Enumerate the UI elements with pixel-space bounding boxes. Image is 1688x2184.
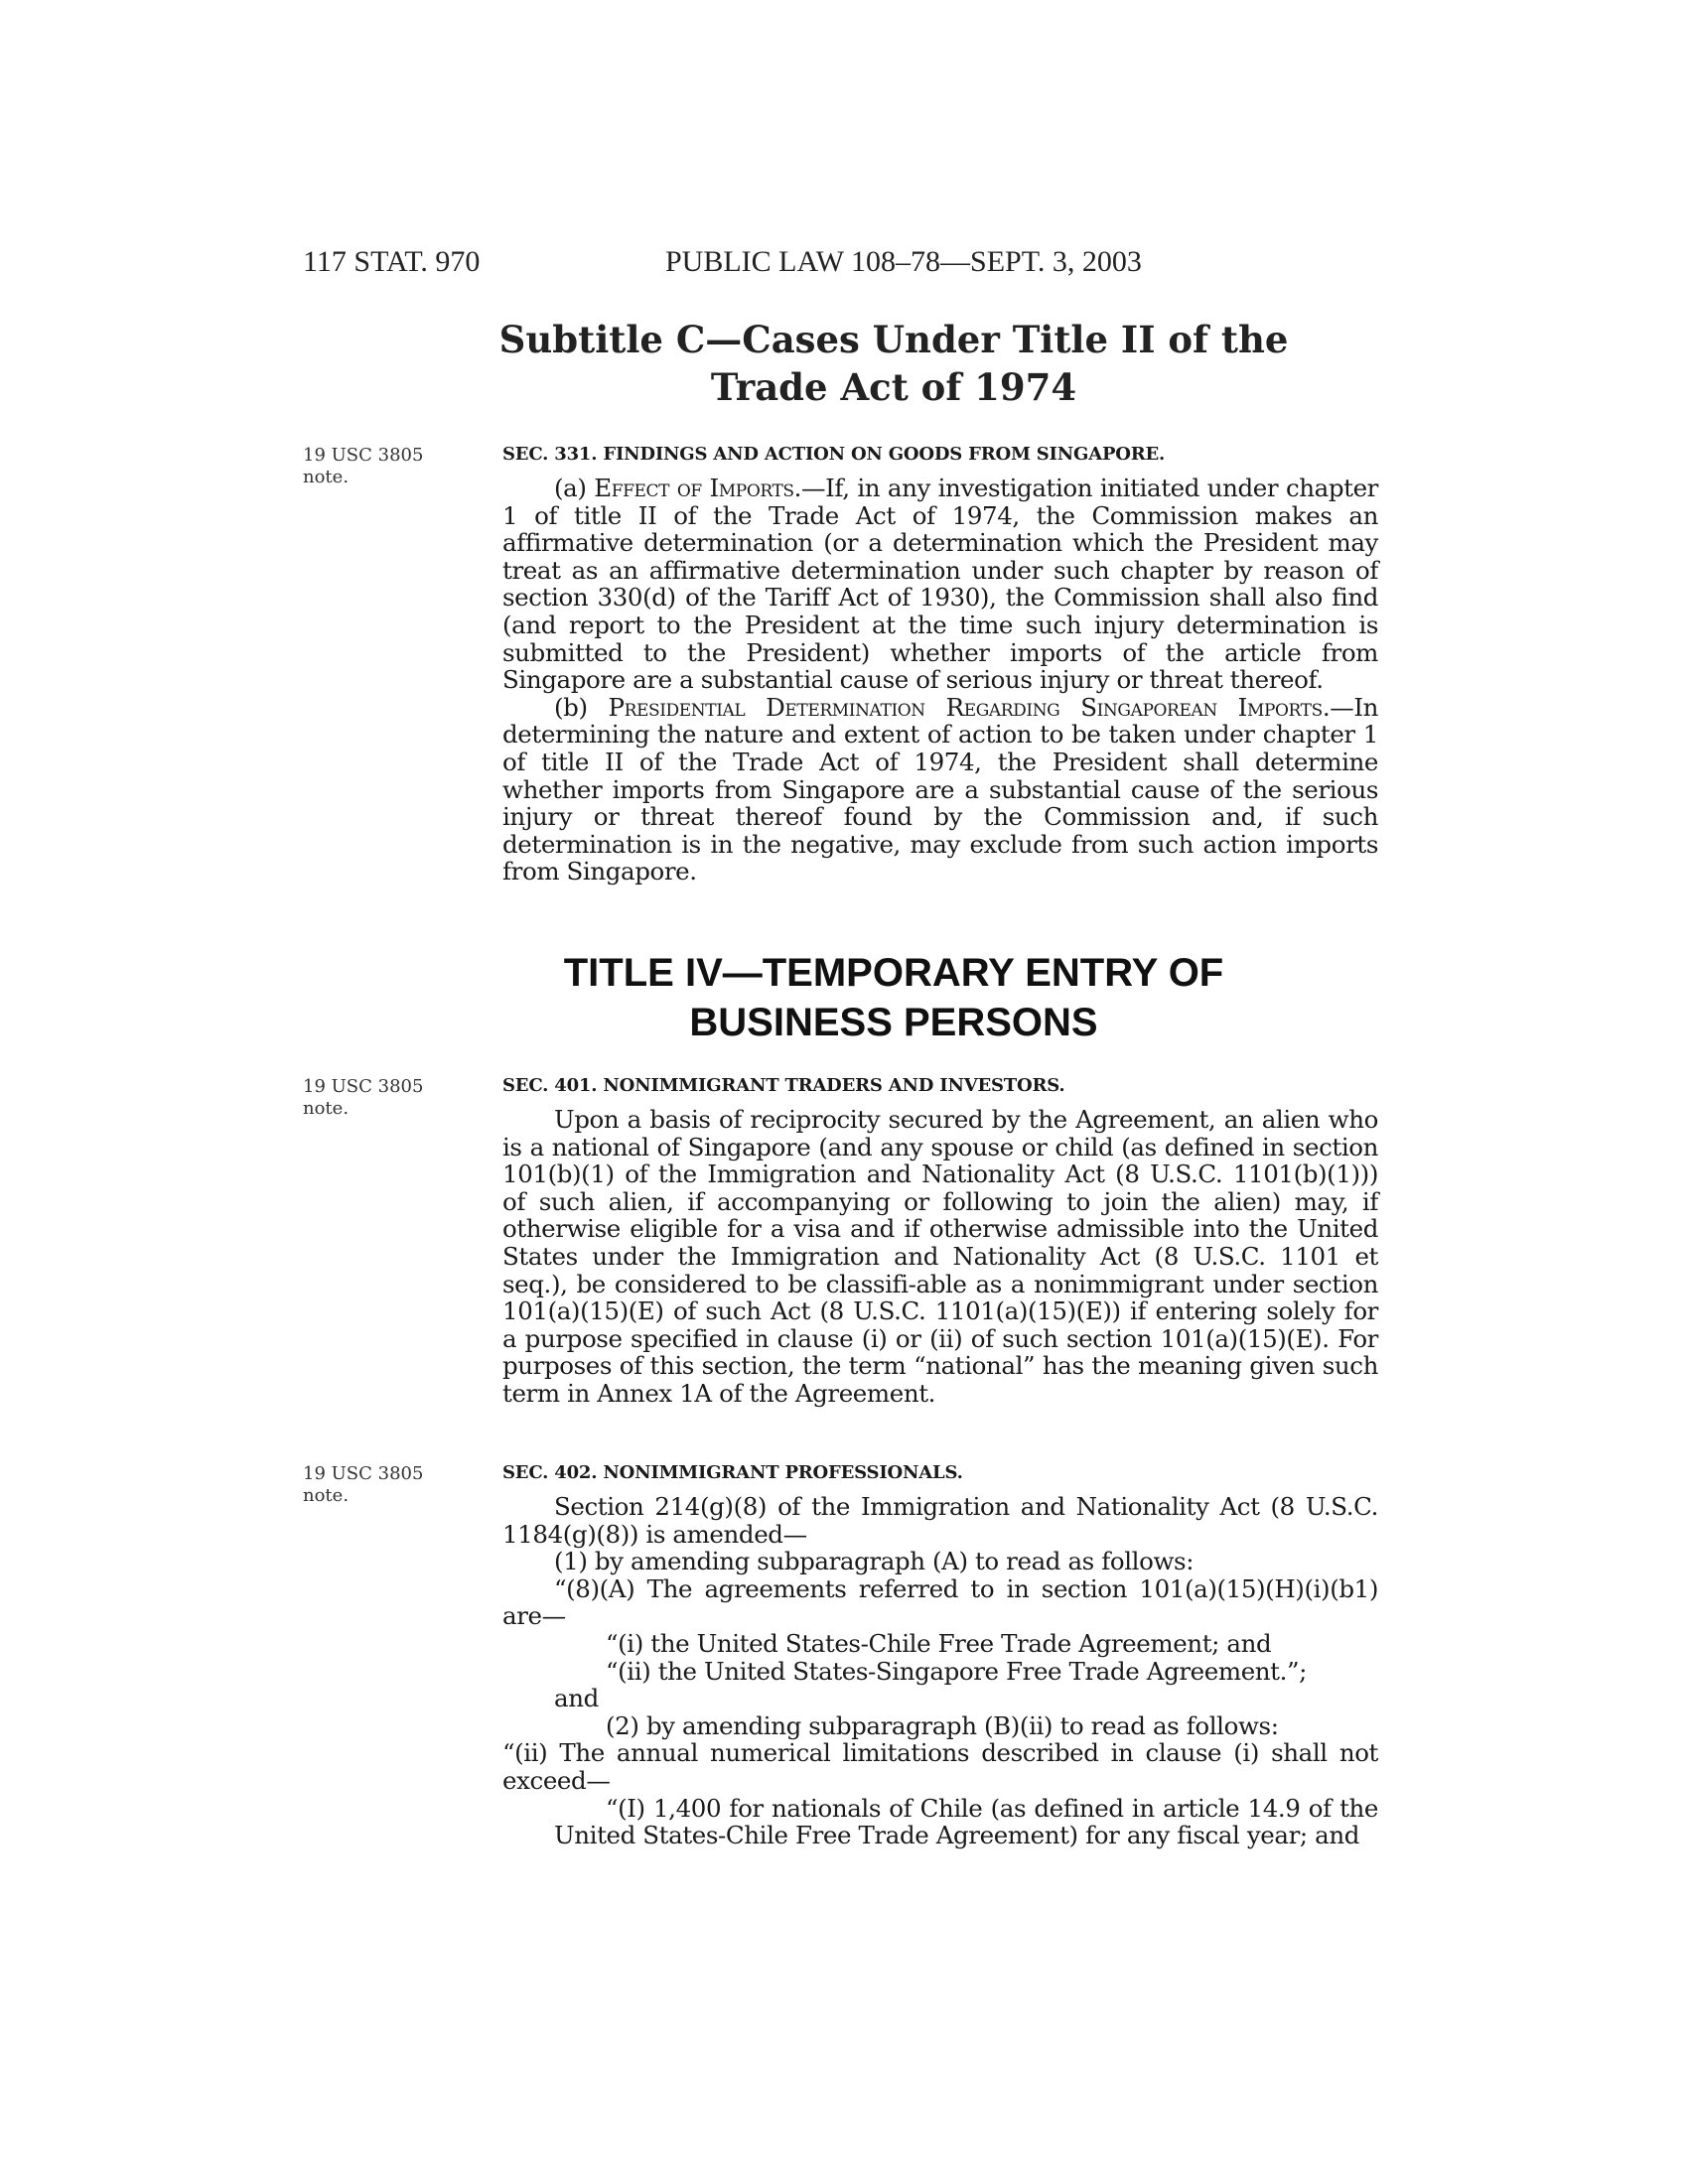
margin-note-label: note.: [303, 1485, 350, 1506]
statute-page-number: 117 STAT. 970: [303, 245, 481, 278]
margin-note-sec-402: [303, 1463, 432, 1507]
subclause-I: “(I) 1,400 for nationals of Chile (as defined in article 14.9 of the United States-Chile Free Trade Agreement) for any fiscal year; and: [554, 1793, 1378, 1850]
margin-note-citation: 19 USC 3805: [303, 445, 424, 466]
margin-note-citation: 19 USC 3805: [303, 1076, 424, 1097]
margin-note-sec-401: [303, 1076, 432, 1120]
section-331: [502, 443, 1378, 886]
margin-note-sec-331: [303, 445, 432, 488]
title-line-2: BUSINESS PERSONS: [689, 1001, 1098, 1044]
clause-i: “(i) the United States-Chile Free Trade Agreement; and: [606, 1628, 1272, 1658]
subtitle-heading: [496, 316, 1291, 411]
title-line-1: TITLE IV—TEMPORARY ENTRY OF: [563, 951, 1224, 995]
title-iv-heading: [496, 948, 1291, 1047]
subtitle-line-2: Trade Act of 1974: [710, 365, 1077, 409]
section-402-intro: Section 214(g)(8) of the Immigration and Nationality Act (8 U.S.C. 1184(g)(8)) is amended—: [502, 1492, 1378, 1549]
quoted-paragraph-b-ii: “(ii) The annual numerical limitations described in clause (i) shall not exceed—: [502, 1738, 1378, 1795]
subsection-a-heading: Effect of Imports: [594, 474, 794, 502]
section-401-text: Upon a basis of reciprocity secured by the Agreement, an alien who is a national of Singapore (and any spouse or child (as defined in section 101(b)(1) of the Immigration and Nationality Act (8 U.S.C. 1101(b)(1))) of such alien, if accompanying or following to join the alien) may, if otherwise eligible for a visa and if otherwise admissible into the United States under the Immigration and Nationality Act (8 U.S.C. 1101 et seq.), be considered to be classifi-able as a nonimmigrant under section 101(a)(15)(E) of such Act (8 U.S.C. 1101(a)(15)(E)) if entering solely for a purpose specified in clause (i) or (ii) of such section 101(a)(15)(E). For purposes of this section, the term “national” has the meaning given such term in Annex 1A of the Agreement.: [502, 1105, 1378, 1408]
subtitle-line-1: Subtitle C—Cases Under Title II of the: [498, 318, 1289, 361]
clause-ii: “(ii) the United States-Singapore Free Trade Agreement.”;: [606, 1656, 1307, 1686]
conjunction-and: and: [554, 1684, 599, 1713]
amendment-item-2: (2) by amending subparagraph (B)(ii) to read as follows:: [606, 1710, 1279, 1740]
subsection-a: (a) Effect of Imports.—If, in any investigation initiated under chapter 1 of title II of the Trade Act of 1974, the Commission makes an affirmative determination (or a determination which the President may treat as an affirmative determination under such chapter by reason of section 330(d) of the Tariff Act of 1930), the Commission shall also find (and report to the President at the time such injury determination is submitted to the President) whether imports of the article from Singapore are a substantial cause of serious injury or threat thereof.: [502, 474, 1378, 695]
margin-note-label: note.: [303, 467, 350, 487]
quoted-paragraph-8a: “(8)(A) The agreements referred to in section 101(a)(15)(H)(i)(b1) are—: [502, 1573, 1378, 1631]
section-402: [502, 1461, 1378, 1849]
section-heading: SEC. 402. NONIMMIGRANT PROFESSIONALS.: [502, 1462, 963, 1483]
margin-note-label: note.: [303, 1098, 350, 1119]
public-law-citation: PUBLIC LAW 108–78—SEPT. 3, 2003: [665, 245, 1142, 278]
subsection-b: (b) Presidential Determination Regarding Singaporean Imports.—In determining the nature and extent of action to be taken under chapter 1 of title II of the Trade Act of 1974, the President shall determine whether imports from Singapore are a substantial cause of the serious injury or threat thereof found by the Commission and, if such determination is in the negative, may exclude from such action imports from Singapore.: [502, 692, 1378, 887]
section-heading: SEC. 401. NONIMMIGRANT TRADERS AND INVESTORS.: [502, 1075, 1065, 1096]
section-heading: SEC. 331. FINDINGS AND ACTION ON GOODS FROM SINGAPORE.: [502, 444, 1166, 465]
amendment-item-1: (1) by amending subparagraph (A) to read as follows:: [554, 1547, 1195, 1576]
subsection-b-heading: Presidential Determination Regarding Singaporean Imports: [608, 692, 1323, 722]
margin-note-citation: 19 USC 3805: [303, 1463, 424, 1484]
section-401: [502, 1074, 1378, 1408]
